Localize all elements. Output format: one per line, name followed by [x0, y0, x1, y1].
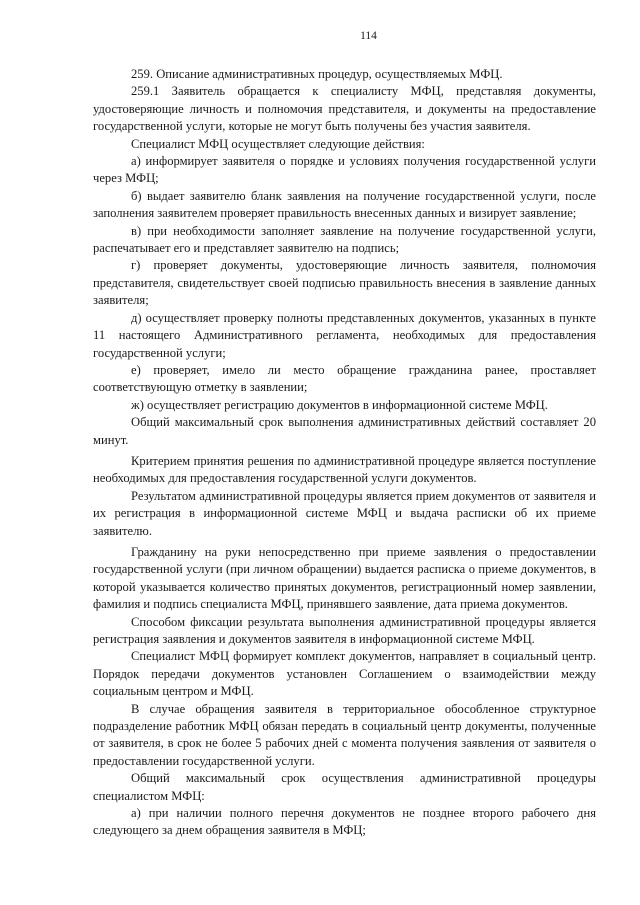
- paragraph-max-duration: Общий максимальный срок выполнения административных действий составляет 20 минут.: [93, 415, 596, 447]
- paragraph-decision-criterion: Критерием принятия решения по административной процедуре является поступление необходимых для предоставления государственной услуги документов.: [93, 453, 596, 486]
- list-item-zh: ж) осуществляет регистрацию документов в информационной системе МФЦ.: [131, 397, 548, 412]
- list-item-b: б) выдает заявителю бланк заявления на получение государственной услуги, после заполнения заявителем проверяет правильность внесенных данных и визирует заявление;: [93, 188, 596, 221]
- paragraph-territorial-unit: В случае обращения заявителя в территориальное обособленное структурное подразделение работник МФЦ обязан передать в социальный центр документы, полученные от заявителя, в срок не более 5 рабочих дней с момента получения заявления от заявителя о предоставлении государственной услуги.: [93, 701, 596, 768]
- paragraph-259-1: 259.1 Заявитель обращается к специалисту МФЦ, представляя документы, удостоверяющие личность и полномочия представителя, и документы на предоставление государственной услуги, которые не могут быть получены без участия заявителя.: [93, 84, 596, 134]
- paragraph-receipt: Гражданину на руки непосредственно при приеме заявления о предоставлении государственной услуги (при личном обращении) выдается расписка о приеме документов, в которой указывается количество принятых документов, регистрационный номер заявлении, фамилия и подпись специалиста МФЦ, принявшего заявление, дата приема документов.: [93, 544, 596, 612]
- paragraph-document-package: Специалист МФЦ формирует комплект документов, направляет в социальный центр. Порядок передачи документов установлен Соглашением о взаимодействии между социальным центром и МФЦ.: [93, 649, 596, 699]
- list-item-v: в) при необходимости заполняет заявление на получение государственной услуги, распечатывает его и представляет заявителю на подпись;: [93, 223, 596, 256]
- paragraph-259-title: 259. Описание административных процедур, осуществляемых МФЦ.: [131, 67, 503, 81]
- list-item-full-docs: а) при наличии полного перечня документов не позднее второго рабочего дня следующего за днем обращения заявителя в МФЦ;: [93, 806, 596, 838]
- page-number: 114: [360, 30, 377, 42]
- paragraph-general-max-term: Общий максимальный срок осуществления административной процедуры специалистом МФЦ:: [93, 771, 596, 803]
- paragraph-fixation-method: Способом фиксации результата выполнения административной процедуры является регистрация заявления и документов заявителя в информационной системе МФЦ.: [93, 614, 596, 646]
- list-item-e: е) проверяет, имело ли место обращение гражданина ранее, проставляет соответствующую отметку в заявлении;: [93, 362, 596, 395]
- list-item-g: г) проверяет документы, удостоверяющие личность заявителя, полномочия представителя, свидетельствует своей подписью правильность внесения в заявление данных заявителя;: [93, 258, 596, 308]
- list-item-a: а) информирует заявителя о порядке и условиях получения государственной услуги через МФЦ;: [93, 154, 596, 186]
- list-item-d: д) осуществляет проверку полноты представленных документов, указанных в пункте 11 настоящего Административного регламента, необходимых для предоставления государственной услуги;: [93, 310, 596, 360]
- paragraph-specialist-actions: Специалист МФЦ осуществляет следующие действия:: [131, 136, 425, 151]
- paragraph-procedure-result: Результатом административной процедуры является прием документов от заявителя и их регистрация в информационной системе МФЦ и выдача расписки об их приеме заявителю.: [93, 488, 596, 538]
